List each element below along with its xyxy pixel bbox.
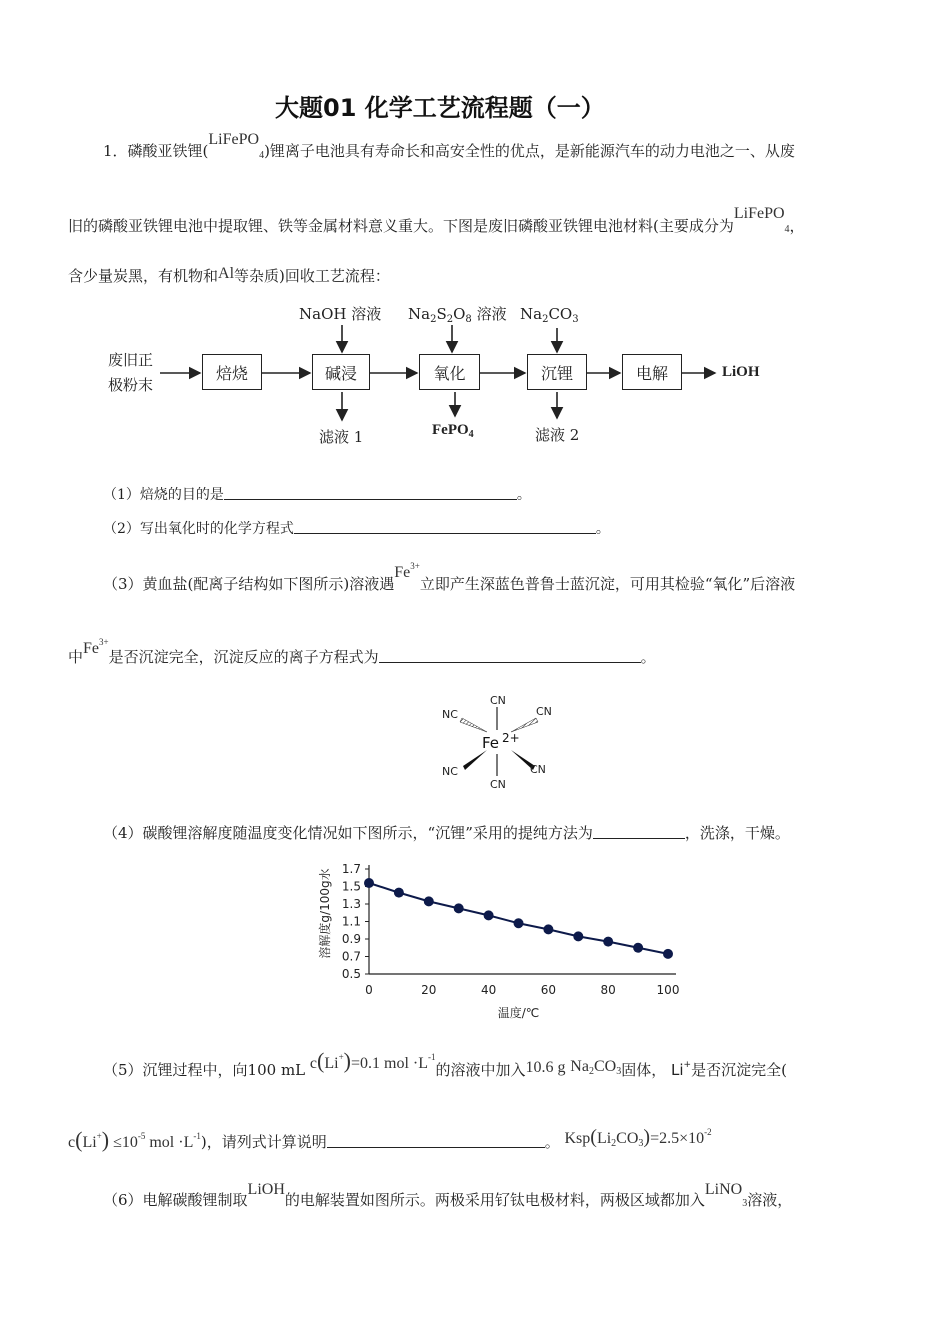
sub5-text-a: （5）沉锂过程中，向100 mL: [103, 1061, 306, 1079]
formula-lifepo4: LiFePO$_4$: [208, 131, 265, 161]
mass-value: 10.6 g: [525, 1059, 566, 1076]
product-filtrate-1: 滤液 1: [319, 428, 364, 446]
sub4-text: （4）碳酸锂溶解度随温度变化情况如下图所示，“沉锂”采用的提纯方法为: [103, 824, 593, 842]
q1-number: 1．: [103, 142, 128, 160]
y-tick-label: 0.7: [341, 949, 361, 964]
q1-text-line3b: 等杂质)回收工艺流程：: [234, 267, 390, 285]
flow-box-roast: 焙烧: [202, 354, 262, 390]
answer-blank-4[interactable]: [593, 824, 685, 839]
x-tick-label: 20: [421, 983, 437, 997]
data-point: [454, 903, 464, 913]
y-tick-label: 0.5: [341, 967, 361, 981]
ligand-lower-right: CN: [530, 763, 546, 776]
sub6-text-c: 溶液，: [747, 1191, 793, 1209]
answer-blank-2[interactable]: [294, 519, 596, 534]
ligand-bottom: CN: [490, 778, 506, 791]
sub3-end: 。: [640, 648, 656, 666]
process-flow-diagram: [0, 0, 950, 460]
bond-lower-left: [463, 750, 487, 770]
sub3-text-b: 立即产生深蓝色普鲁士蓝沉淀，可用其检验“氧化”后溶液: [419, 575, 796, 593]
q1-text-line3a: 含少量炭黑，有机物和: [68, 267, 219, 285]
data-point: [424, 896, 434, 906]
product-filtrate-2: 滤液 2: [535, 426, 580, 444]
q1-text-a: 磷酸亚铁锂(: [127, 142, 209, 160]
reagent-na2s2o8: $Na_2S_2O_8$ 溶液: [408, 305, 507, 325]
ligand-top: CN: [490, 694, 506, 707]
sub5-text-d: 是否沉淀完全(: [691, 1061, 787, 1079]
sub5-text-f: 。: [544, 1133, 560, 1151]
data-point: [514, 918, 524, 928]
data-point: [364, 878, 374, 888]
formula-lifepo4-2: LiFePO$_4$: [733, 205, 790, 235]
sub1-text: （1）焙烧的目的是: [103, 487, 224, 503]
ion-fe3-2: $Fe^{3+}$: [83, 637, 109, 657]
sub2-text: （2）写出氧化时的化学方程式: [103, 521, 294, 537]
flow-input-line1: 废旧正: [108, 351, 154, 369]
reagent-na2co3: $Na_2CO_3$: [520, 305, 579, 325]
ligand-lower-left: NC: [442, 765, 458, 778]
data-point: [663, 949, 673, 959]
ferrocyanide-structure: [430, 688, 570, 798]
sub-question-6: [103, 1181, 793, 1225]
sub5-text-e: )，请列式计算说明: [200, 1133, 327, 1151]
sub1-end: 。: [516, 487, 531, 503]
sub-question-3-line1: [103, 561, 796, 595]
data-point: [633, 943, 643, 953]
sub6-text-b: 的电解装置如图所示。两极采用钌钛电极材料，两极区域都加入: [284, 1191, 705, 1209]
y-tick-label: 1.3: [341, 897, 361, 911]
ligand-upper-left: NC: [442, 708, 458, 721]
ksp-expression: $Ksp(Li_2CO_3)=2.5\times 10^{-2}$: [564, 1126, 712, 1149]
sub-question-2: [103, 519, 610, 539]
solubility-chart: [290, 855, 710, 1025]
x-tick-label: 60: [540, 983, 557, 997]
answer-blank-3[interactable]: [379, 648, 641, 663]
sub3-text-a: （3）黄血盐(配离子结构如下图所示)溶液遇: [103, 575, 395, 593]
data-point: [543, 924, 553, 934]
reagent-naoh: NaOH 溶液: [299, 305, 382, 323]
sub6-text-a: （6）电解碳酸锂制取: [103, 1191, 248, 1209]
formula-na2co3: $Na_2CO_3$: [570, 1058, 622, 1077]
sub-question-4: [103, 823, 790, 843]
bond-upper-left: [460, 718, 487, 732]
flow-box-alkali-leach: 碱浸: [312, 354, 370, 390]
flow-box-li-precip: 沉锂: [527, 354, 587, 390]
sub3-text-c: 中: [68, 648, 84, 666]
sub3-text-d: 是否沉淀完全，沉淀反应的离子方程式为: [108, 648, 379, 666]
answer-blank-5[interactable]: [327, 1133, 545, 1148]
sub-question-1: [103, 485, 531, 505]
complex-charge: 2+: [502, 731, 520, 745]
data-point: [484, 910, 494, 920]
formula-lino3: LiNO$_3$: [704, 1181, 748, 1209]
sub-question-5-line1: [103, 1048, 787, 1086]
complex-center-fe: Fe: [482, 734, 500, 752]
sub-question-5-line2: [68, 1126, 712, 1158]
flow-box-electrolysis: 电解: [622, 354, 682, 390]
data-point: [394, 888, 404, 898]
conc-li-expression: c(Li+)=0.1 mol $\cdot L^{-1}$: [309, 1048, 436, 1073]
x-tick-label: 100: [656, 983, 680, 997]
x-tick-label: 0: [365, 983, 373, 997]
x-tick-label: 80: [600, 983, 616, 997]
q1-text-b: )锂离子电池具有寿命长和高安全性的优点，是新能源汽车的动力电池之一、从废: [264, 142, 795, 160]
y-axis-label: 溶解度g/100g水: [318, 868, 332, 959]
product-fepo4: FePO$_4$: [432, 422, 474, 440]
conc-li-limit: $c(Li^+) \le 10^{-5}$ mol $\cdot L^{-1}$: [68, 1127, 201, 1152]
page-title: 大题01 化学工艺流程题（一）: [275, 94, 605, 122]
ligand-upper-right: CN: [536, 705, 552, 718]
flow-input-line2: 极粉末: [108, 376, 154, 394]
data-point: [573, 931, 583, 941]
y-tick-label: 0.9: [341, 932, 361, 946]
sub5-text-c: 固体，: [621, 1061, 667, 1079]
data-point: [603, 937, 613, 947]
formula-al: Al: [218, 265, 235, 282]
sub-question-3-line2: [68, 637, 656, 668]
flow-box-oxidation: 氧化: [419, 354, 480, 390]
bond-upper-right: [511, 718, 538, 732]
ion-fe3: $Fe^{3+}$: [394, 561, 420, 581]
y-tick-label: 1.1: [341, 914, 361, 929]
sub5-text-b: 的溶液中加入: [435, 1061, 526, 1079]
y-tick-label: 1.5: [341, 879, 361, 894]
q1-text-line2: 旧的磷酸亚铁锂电池中提取锂、铁等金属材料意义重大。下图是废旧磷酸亚铁锂电池材料(主要成分为: [68, 217, 734, 235]
y-tick-label: 1.7: [341, 862, 361, 876]
sub4-end: ，洗涤，干燥。: [684, 824, 790, 842]
answer-blank-1[interactable]: [224, 485, 517, 500]
x-axis-label: 温度/℃: [497, 1006, 540, 1020]
x-tick-label: 40: [480, 983, 497, 997]
ion-li: Li+: [670, 1060, 692, 1079]
q1-comma: ，: [789, 217, 805, 235]
flow-output-lioh: LiOH: [722, 364, 760, 380]
sub2-end: 。: [595, 521, 610, 537]
formula-lioh: LiOH: [247, 1181, 285, 1198]
